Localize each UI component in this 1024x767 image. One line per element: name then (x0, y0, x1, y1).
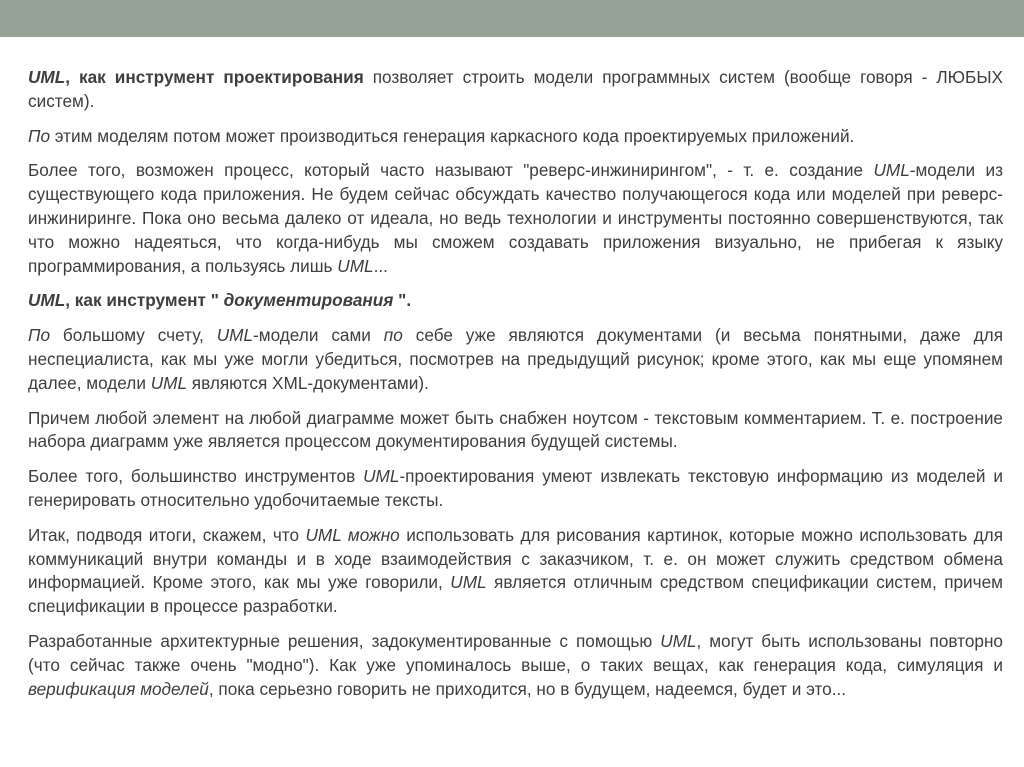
paragraph-7 (28, 465, 1003, 513)
text-run: По (28, 325, 51, 346)
paragraph-9 (28, 630, 1003, 701)
text-run: использовать для рисования картинок, которые можно использовать для коммуникаций внутри команды и в ходе взаимодействия с заказчиком, т. е. он может служить средством обмена информацией. Кроме этого, как мы уже говорили, (28, 524, 1004, 593)
text-run: UML можно (305, 524, 400, 545)
text-run: Итак, подводя итоги, скажем, что (28, 524, 306, 545)
text-run: Более того, возможен процесс, который часто называют "реверс-инжинирингом", - т. е. создание (28, 160, 874, 181)
paragraph-4 (28, 289, 1003, 313)
text-run: , пока серьезно говорить не приходится, но в будущем, надеемся, будет и это... (208, 678, 847, 699)
text-run: UML (873, 160, 910, 181)
text-run: , как инструмент проектирования (65, 67, 364, 87)
text-run: себе уже являются документами (и весьма понятными, даже для неспециалиста, как мы уже могли убедиться, посмотрев на предыдущий рисунок; кроме этого, как мы еще упомянем далее, модели (28, 325, 1003, 393)
text-run: UML (28, 290, 66, 311)
text-run: верификация моделей (28, 678, 209, 699)
text-run: Причем любой элемент на любой диаграмме может быть снабжен ноутсом - текстовым комментарием. Т. е. построение набора диаграмм уже является процессом документирования будущей системы. (28, 407, 1003, 452)
text-run: -модели из существующего кода приложения. Не будем сейчас обсуждать качество получающегося кода или моделей при реверс-инжиниринге. Пока оно весьма далеко от идеала, но ведь технологии и инструменты постоянно совершенствуются, так что можно надеяться, что когда-нибудь мы сможем создавать приложения визуально, не прибегая к языку программирования, а пользуясь лишь (28, 160, 1003, 276)
text-run: UML (660, 630, 697, 651)
text-run: UML (450, 572, 487, 593)
text-run: -проектирования умеют извлекать текстовую информацию из моделей и генерировать относительно удобочитаемые тексты. (28, 466, 1003, 510)
text-run: Разработанные архитектурные решения, задокументированные с помощью (28, 630, 661, 651)
paragraph-1 (28, 66, 1003, 114)
paragraph-2 (28, 125, 1003, 149)
text-run: этим моделям потом может производиться генерация каркасного кода проектируемых приложений. (50, 125, 855, 146)
paragraph-6 (28, 407, 1003, 455)
text-run: ... (373, 255, 388, 276)
text-run: , как инструмент " (65, 290, 224, 311)
text-run: UML (28, 67, 66, 87)
text-run: UML (216, 325, 254, 346)
text-run: большому счету, (50, 325, 217, 346)
text-run: , могут быть использованы повторно (что сейчас также очень "модно"). Как уже упоминалось выше, о таких вещах, как генерация кода, симуляция и (28, 630, 1003, 675)
paragraph-3 (28, 159, 1003, 278)
paragraph-5 (28, 324, 1003, 395)
text-run: позволяет строить модели программных систем (вообще говоря - ЛЮБЫХ систем). (28, 67, 1003, 111)
text-run: по (383, 325, 403, 346)
text-run: UML (363, 466, 400, 487)
header-bar (0, 0, 1024, 37)
paragraph-8 (28, 524, 1003, 619)
slide-body-text (28, 66, 1003, 712)
text-run: Более того, большинство инструментов (28, 466, 364, 487)
text-run: -модели сами (253, 325, 384, 346)
text-run: По (28, 125, 51, 146)
text-run: является отличным средством спецификации систем, причем спецификации в процессе разработки. (28, 572, 1003, 617)
text-run: документирования (223, 290, 394, 311)
text-run: UML (337, 255, 374, 276)
text-run: ". (393, 290, 412, 311)
text-run: являются XML-документами). (187, 372, 429, 393)
text-run: UML (150, 372, 188, 393)
